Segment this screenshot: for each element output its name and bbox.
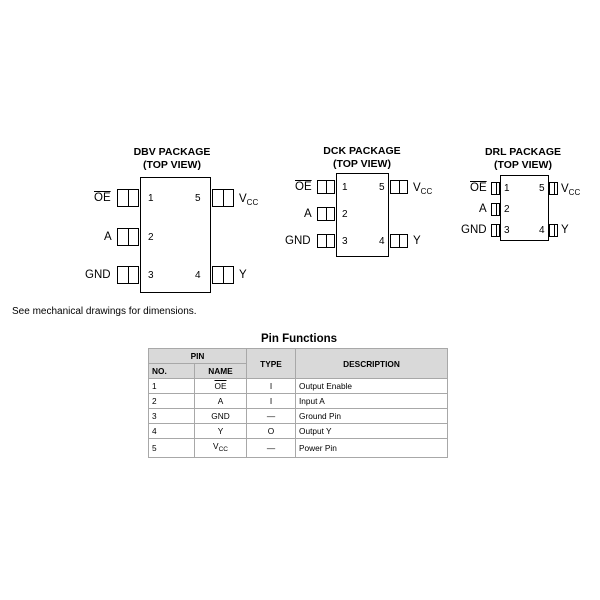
mechanical-drawings-note: See mechanical drawings for dimensions. <box>12 306 197 317</box>
dbv-pin3-pad <box>117 266 139 284</box>
pin-type-cell: I <box>247 394 296 409</box>
pin-number-cell: 5 <box>149 439 195 458</box>
dck-pin3-number: 3 <box>342 236 348 247</box>
dbv-pin2-pad <box>117 228 139 246</box>
drl-oe-label: $\overline{OE}$ <box>470 182 487 194</box>
drl-pin1-number: 1 <box>504 183 510 194</box>
dbv-package-title <box>122 146 222 172</box>
dbv-vcc-label <box>239 193 258 209</box>
dck-pin3-pad <box>317 234 335 248</box>
dbv-pin5-pad <box>212 189 234 207</box>
dck-a-label: A <box>304 208 312 220</box>
dbv-gnd-label: GND <box>85 269 111 281</box>
dbv-pin1-number: 1 <box>148 193 154 204</box>
drl-vcc-main: V <box>561 183 569 195</box>
no-header: NO. <box>149 364 195 379</box>
pin-name-cell: Y <box>195 424 247 439</box>
pin-type-cell: — <box>247 439 296 458</box>
drl-vcc-label <box>561 183 580 199</box>
pin-number-cell: 4 <box>149 424 195 439</box>
pin-description-cell: Output Y <box>296 424 448 439</box>
pin-functions-table <box>148 348 448 458</box>
dck-pin2-pad <box>317 207 335 221</box>
drl-package-view: (TOP VIEW) <box>494 159 552 171</box>
dbv-pin4-pad <box>212 266 234 284</box>
drl-package-name: DRL PACKAGE <box>484 146 562 158</box>
dbv-pin1-pad <box>117 189 139 207</box>
drl-package-title <box>473 146 573 172</box>
table-row <box>149 379 448 394</box>
dbv-vcc-main: V <box>239 193 247 205</box>
pin-header: PIN <box>149 349 247 364</box>
dck-vcc-label <box>413 182 432 198</box>
table-row <box>149 409 448 424</box>
pin-description-cell: Ground Pin <box>296 409 448 424</box>
table-row <box>149 394 448 409</box>
dbv-a-label: A <box>104 231 112 243</box>
dck-pin5-number: 5 <box>379 182 385 193</box>
pin-type-cell: O <box>247 424 296 439</box>
pin-type-cell: — <box>247 409 296 424</box>
pin-number-cell: 2 <box>149 394 195 409</box>
drl-y-label: Y <box>561 224 569 236</box>
table-row <box>149 424 448 439</box>
vcc-main-text: V <box>213 441 219 451</box>
drl-vcc-sub: CC <box>568 188 581 197</box>
dbv-vcc-sub: CC <box>246 198 259 207</box>
name-header: NAME <box>195 364 247 379</box>
dck-package-name: DCK PACKAGE <box>323 145 401 157</box>
dbv-y-label: Y <box>239 269 247 281</box>
dbv-pin5-number: 5 <box>195 193 201 204</box>
drl-a-label: A <box>479 203 487 215</box>
dck-vcc-main: V <box>413 182 421 194</box>
dck-gnd-label: GND <box>285 235 311 247</box>
dck-pin4-pad <box>390 234 408 248</box>
pin-name-cell: GND <box>195 409 247 424</box>
drl-pin4-number: 4 <box>539 225 545 236</box>
description-header: DESCRIPTION <box>296 349 448 379</box>
dck-pin1-pad <box>317 180 335 194</box>
dck-vcc-sub: CC <box>420 187 433 196</box>
drl-gnd-label: GND <box>461 224 487 236</box>
dbv-pin4-number: 4 <box>195 270 201 281</box>
drl-pin1-pad <box>491 182 500 195</box>
dbv-oe-label: $\overline{OE}$ <box>94 192 111 204</box>
drl-pin3-pad <box>491 224 500 237</box>
pin-name-cell: $\overline{OE}$ <box>214 381 227 391</box>
drl-pin2-number: 2 <box>504 204 510 215</box>
pin-name-cell: A <box>195 394 247 409</box>
pin-description-cell: Input A <box>296 394 448 409</box>
dck-oe-label: $\overline{OE}$ <box>295 181 312 193</box>
dbv-pin2-number: 2 <box>148 232 154 243</box>
pin-number-cell: 3 <box>149 409 195 424</box>
dbv-package-name: DBV PACKAGE <box>133 146 211 158</box>
pin-description-cell: Power Pin <box>296 439 448 458</box>
dck-y-label: Y <box>413 235 421 247</box>
pin-type-cell: I <box>247 379 296 394</box>
dck-pin1-number: 1 <box>342 182 348 193</box>
drl-pin5-pad <box>549 182 558 195</box>
dbv-package-view: (TOP VIEW) <box>143 159 201 171</box>
dck-package-title <box>312 145 412 171</box>
dck-pin5-pad <box>390 180 408 194</box>
type-header: TYPE <box>247 349 296 379</box>
drl-pin2-pad <box>491 203 500 216</box>
drl-pin3-number: 3 <box>504 225 510 236</box>
pin-description-cell: Output Enable <box>296 379 448 394</box>
dck-package-view: (TOP VIEW) <box>333 158 391 170</box>
dbv-pin3-number: 3 <box>148 270 154 281</box>
dck-pin4-number: 4 <box>379 236 385 247</box>
drl-pin5-number: 5 <box>539 183 545 194</box>
drl-pin4-pad <box>549 224 558 237</box>
table-header-row <box>149 349 448 364</box>
pin-name-cell <box>195 439 247 458</box>
vcc-sub-text: CC <box>218 446 228 453</box>
pin-number-cell: 1 <box>149 379 195 394</box>
table-row <box>149 439 448 458</box>
dck-pin2-number: 2 <box>342 209 348 220</box>
pin-functions-title: Pin Functions <box>260 333 338 345</box>
